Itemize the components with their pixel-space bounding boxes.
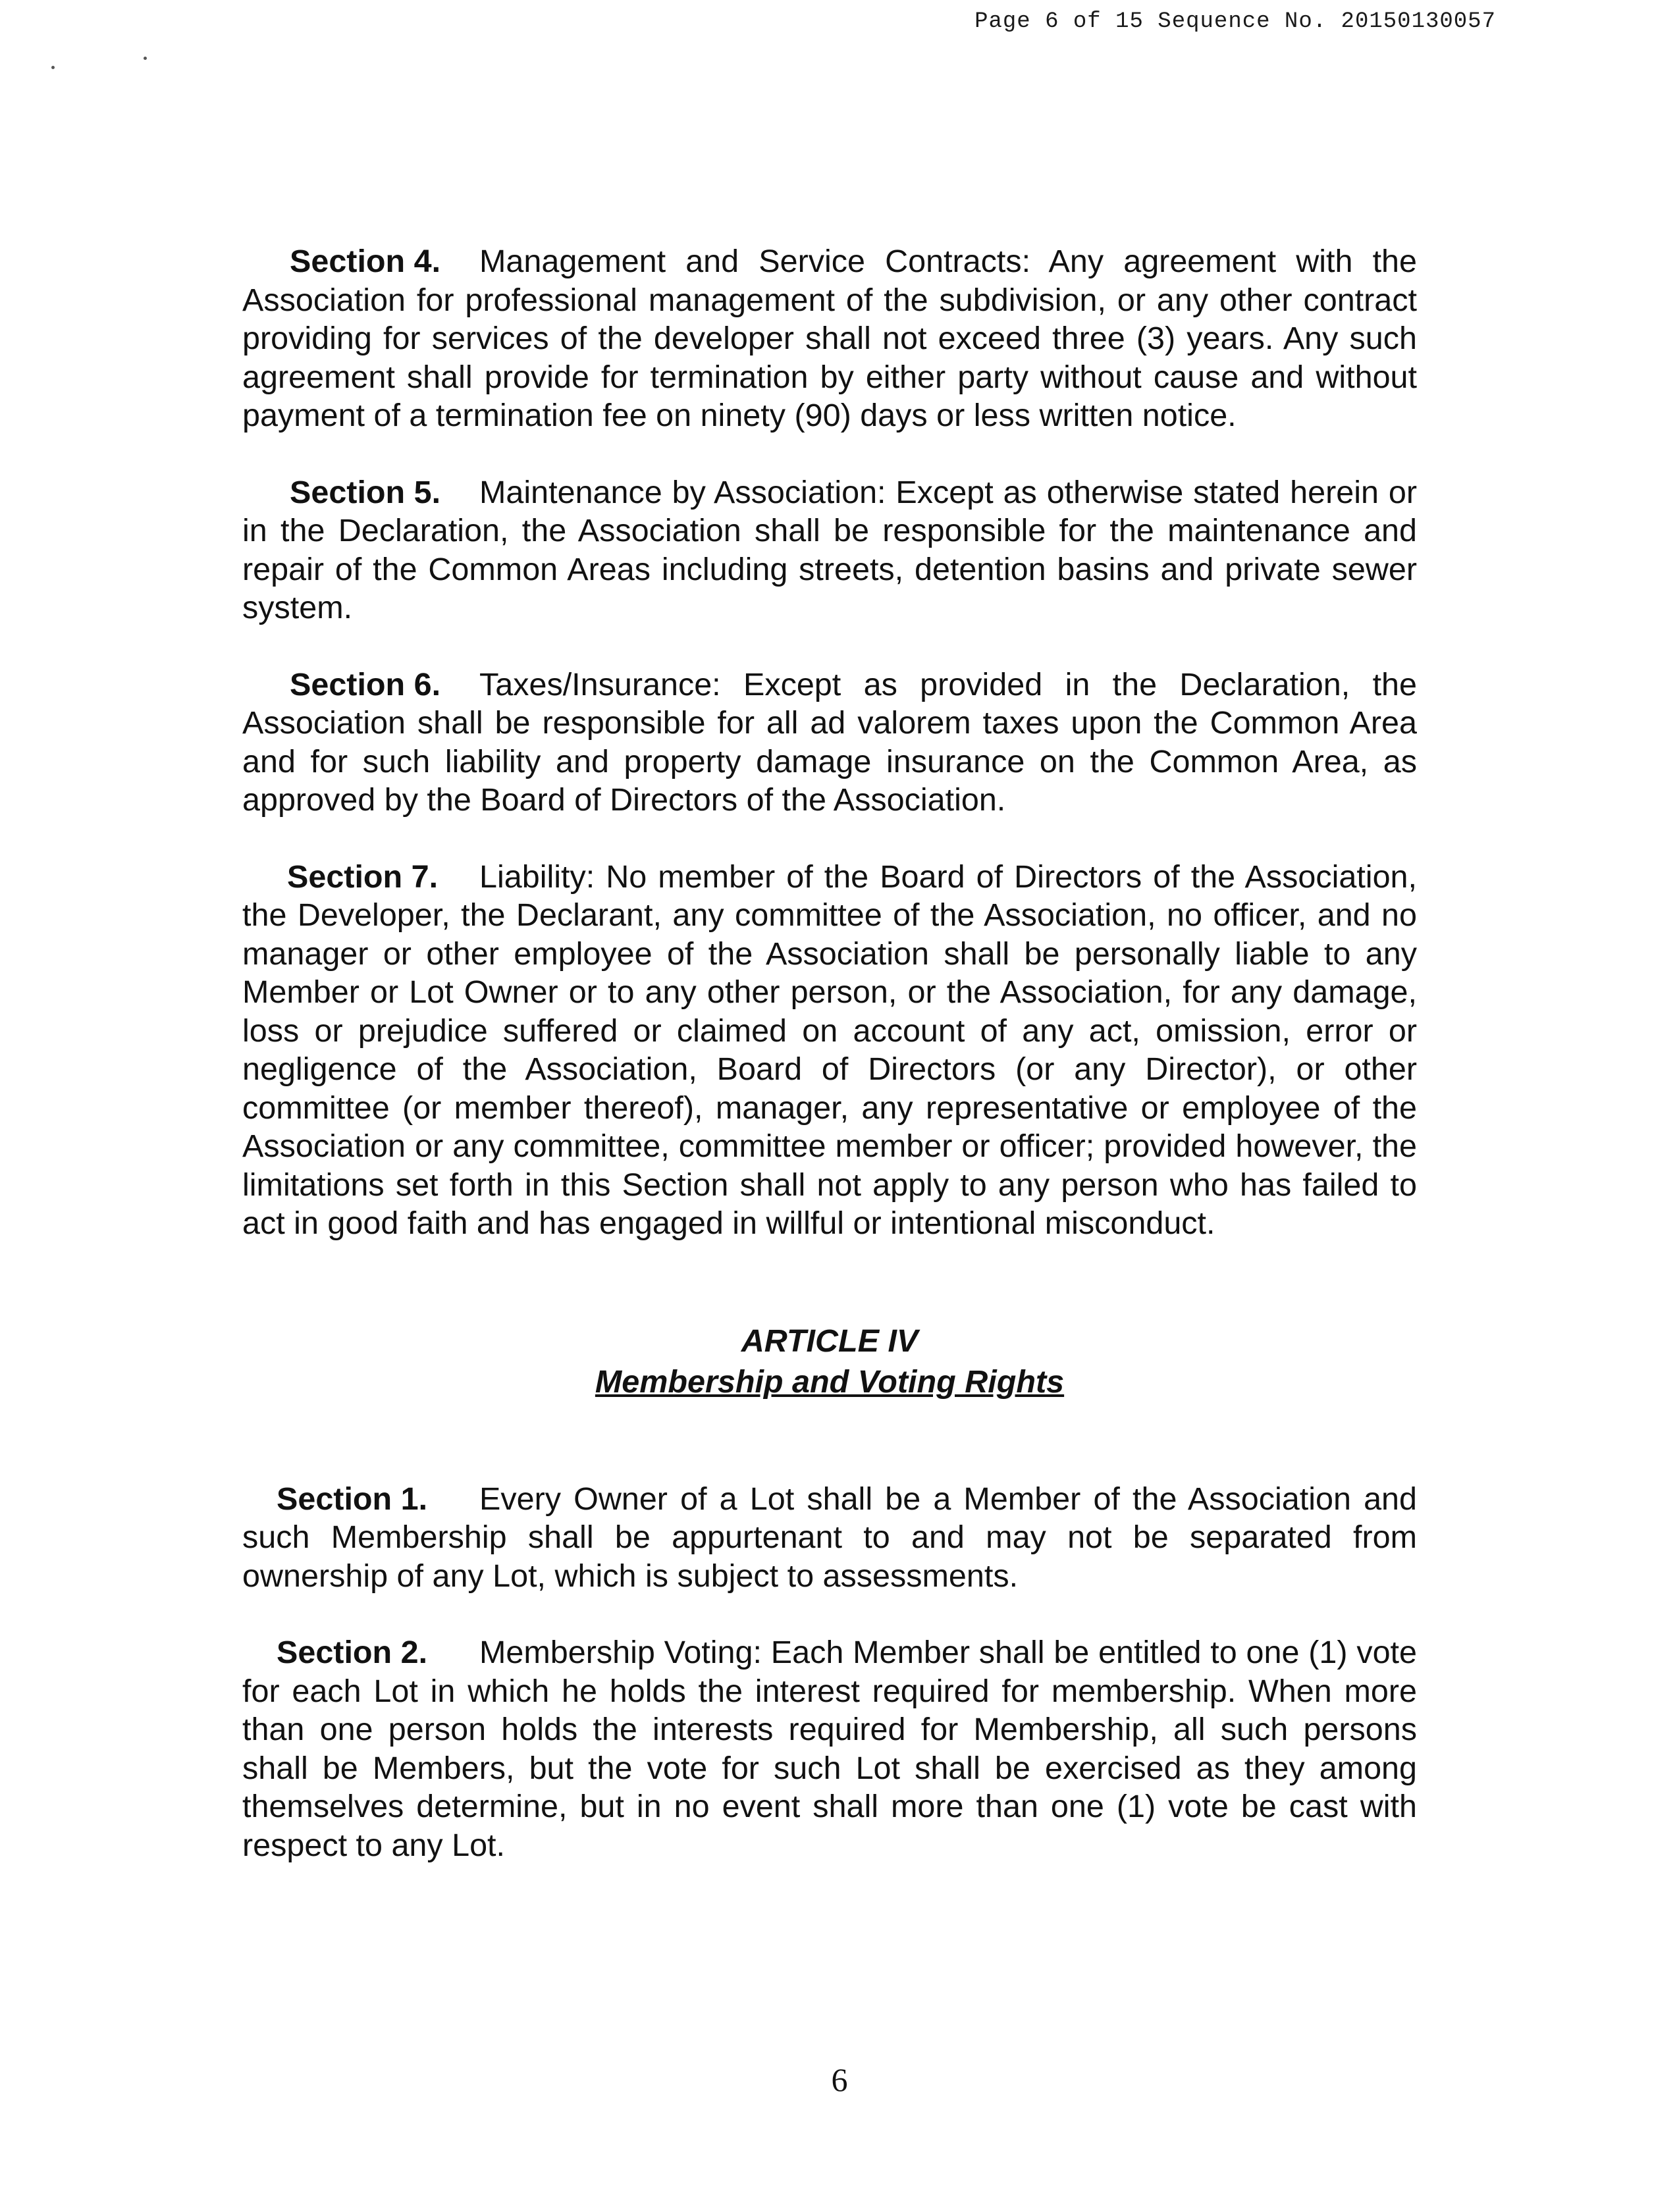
article-heading xyxy=(242,1321,1417,1402)
section-label: Section 6. xyxy=(290,666,441,702)
section-4-paragraph xyxy=(242,242,1417,435)
section-text: Membership Voting: Each Member shall be entitled to one (1) vote for each Lot in which he holds the interest required for membership. When more than one person holds the interests required for Membership, all such persons shall be Members, but the vote for such Lot shall be exercised as they among themselves determine, but in no event shall more than one (1) vote be cast with respect to any Lot. xyxy=(242,1635,1417,1863)
sequence-stamp: Page 6 of 15 Sequence No. 20150130057 xyxy=(974,9,1496,34)
section-text: Management and Service Contracts: Any agreement with the Association for professional management of the subdivision, or any other contract providing for services of the developer shall not exceed three (3) years. Any such agreement shall provide for termination by either party without cause and without payment of a termination fee on ninety (90) days or less written notice. xyxy=(242,244,1417,433)
section-5-paragraph xyxy=(242,473,1417,627)
article-iv-section-2-paragraph xyxy=(242,1633,1417,1864)
page-number: 6 xyxy=(831,2061,848,2098)
section-label: Section 4. xyxy=(290,244,441,279)
section-label: Section 2. xyxy=(277,1635,428,1670)
section-label: Section 5. xyxy=(290,474,441,510)
section-label: Section 7. xyxy=(287,858,439,895)
section-7-paragraph xyxy=(242,858,1417,1243)
section-text: Maintenance by Association: Except as otherwise stated herein or in the Declaration, the Association shall be responsible for the maintenance and repair of the Common Areas including streets, detention basins and private sewer system. xyxy=(242,474,1417,625)
section-text: Taxes/Insurance: Except as provided in the Declaration, the Association shall be responsible for all ad valorem taxes upon the Common Area and for such liability and property damage insurance on the Common Area, as approved by the Board of Directors of the Association. xyxy=(242,666,1417,818)
article-title: ARTICLE IV xyxy=(741,1323,919,1359)
section-6-paragraph xyxy=(242,666,1417,820)
article-subtitle: Membership and Voting Rights xyxy=(595,1363,1065,1400)
section-text: Every Owner of a Lot shall be a Member of the Association and such Membership shall be appurtenant to and may not be separated from ownership of any Lot, which is subject to assessments. xyxy=(242,1481,1417,1594)
section-text: Liability: No member of the Board of Directors of the Association, the Developer, the Declarant, any committee of the Association, no officer, and no manager or other employee of the Association shall be personally liable to any Member or Lot Owner or to any other person, or the Association, for any damage, loss or prejudice suffered or claimed on account of any act, omission, error or negligence of the Association, Board of Directors (or any Director), or other committee (or member thereof), manager, any representative or employee of the Association or any committee, committee member or officer; provided however, the limitations set forth in this Section shall not apply to any person who has failed to act in good faith and has engaged in willful or intentional misconduct. xyxy=(242,858,1417,1241)
scan-speck xyxy=(144,57,147,60)
document-body xyxy=(242,242,1417,1903)
article-iv-section-1-paragraph xyxy=(242,1480,1417,1596)
scan-speck xyxy=(51,66,55,69)
section-label: Section 1. xyxy=(277,1481,428,1517)
